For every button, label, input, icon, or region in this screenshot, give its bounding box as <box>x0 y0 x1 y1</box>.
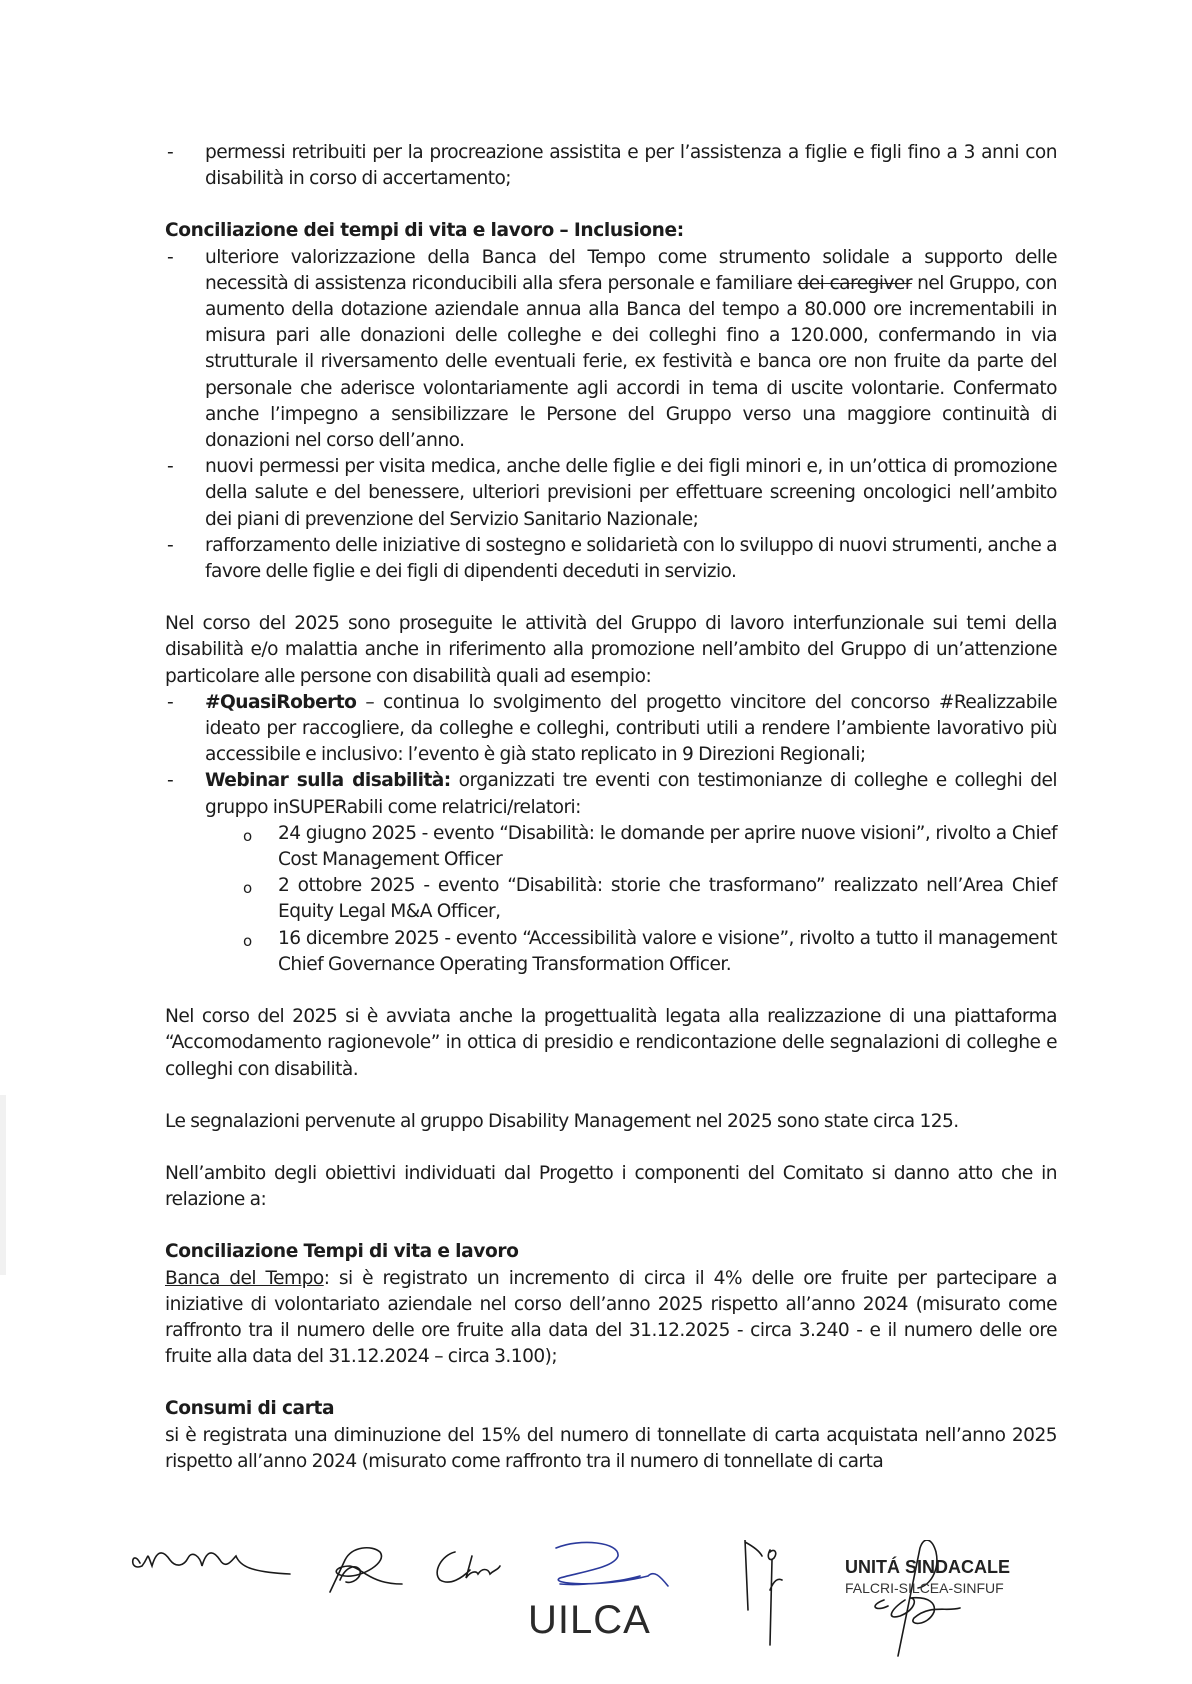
paragraph-gruppo-lavoro: Nel corso del 2025 sono proseguite le attività del Gruppo di lavoro interfunzionale sui temi della disabilità e/o malattia anche in riferimento alla promozione nell’ambito del Gruppo di un’attenzione particolare alle persone con disabilità quali ad esempio: <box>165 613 1057 687</box>
signature-initials <box>745 1540 782 1645</box>
webinar-event-giugno <box>165 821 1057 873</box>
bullet-text: organizzati tre eventi con testimonianze di colleghe e colleghi del gruppo inSUPERabili come relatrici/relatori: <box>205 770 1057 818</box>
signature-blue <box>556 1542 668 1586</box>
bullet-webinar <box>165 768 1057 820</box>
paragraph-segnalazioni: Le segnalazioni pervenute al gruppo Disability Management nel 2025 sono state circa 125. <box>165 1110 959 1132</box>
banca-del-tempo-text: : si è registrato un incremento di circa il 4% delle ore fruite per partecipare a iniziative di volontariato aziendale nel corso dell’anno 2025 rispetto all’anno 2024 (misurato come raffronto tra il numero delle ore fruite alla data del 31.12.2025 - circa 3.240 - e il numero delle ore fruite alla data del 31.12.2024 – circa 3.100); <box>165 1267 1057 1368</box>
dash-marker: - <box>167 534 174 556</box>
circle-bullet-icon: o <box>243 879 252 898</box>
bullet-text: nuovi permessi per visita medica, anche delle figlie e dei figli minori e, in un’ottica di promozione della salute e del benessere, ulteriori previsioni per effettuare screening oncologici nell’ambito dei piani di prevenzione del Servizio Sanitario Nazionale; <box>205 456 1057 530</box>
dash-marker: - <box>167 142 174 163</box>
signature-3 <box>437 1552 500 1582</box>
paragraph-banca-del-tempo <box>165 1266 1057 1371</box>
bullet-quasiroberto <box>165 690 1057 769</box>
dash-marker: - <box>167 770 174 792</box>
dash-marker: - <box>167 691 174 713</box>
paragraph-piattaforma: Nel corso del 2025 si è avviata anche la progettualità legata alla realizzazione di una piattaforma “Accomodamento ragionevole” in ottica di presidio e rendicontazione delle segnalazioni di colleghe e colleghi con disabilità. <box>165 1006 1057 1080</box>
unita-sindacale-stamp: UNITÁ SINDACALE <box>845 1557 1010 1577</box>
bullet-permessi-procreazione <box>165 140 1057 192</box>
bullet-text-b: nel Gruppo, con aumento della dotazione aziendale annua alla Banca del tempo a 80.000 ore incrementabili in misura pari alle donazioni delle colleghe e dei colleghi fino a 120.000, confermando in via strutturale il riversamento delle eventuali ferie, ex festività e banca ore non fruite da parte del personale che aderisce volontariamente agli accordi in tema di uscite volontarie. Confermato anche l’impegno a sensibilizzare le Persone del Gruppo verso una maggiore continuità di donazioni nel corso dell’anno. <box>205 272 1057 452</box>
bullet-banca-del-tempo <box>165 245 1057 455</box>
dash-marker: - <box>167 456 174 478</box>
bullet-bold-label: Webinar sulla disabilità: <box>205 770 451 792</box>
bullet-text: permessi retribuiti per la procreazione assistita e per l’assistenza a figlie e figli fino a 3 anni con disabilità in corso di accertamento; <box>205 142 1057 190</box>
circle-bullet-icon: o <box>243 931 252 950</box>
bullet-text-a: ulteriore valorizzazione della Banca del Tempo come strumento solidale a supporto delle necessità di assistenza riconducibili alla sfera personale e familiare <box>205 246 1057 294</box>
document-page <box>165 140 1057 1475</box>
heading-consumi-carta: Consumi di carta <box>165 1398 335 1420</box>
bullet-rafforzamento <box>165 533 1057 585</box>
signature-2 <box>330 1548 402 1592</box>
event-text: 2 ottobre 2025 - evento “Disabilità: storie che trasformano” realizzato nell’Area Chief Equity Legal M&A Officer, <box>278 875 1057 923</box>
bullet-permessi-visita-medica <box>165 454 1057 533</box>
circle-bullet-icon: o <box>243 826 252 845</box>
bullet-text: rafforzamento delle iniziative di sostegno e solidarietà con lo sviluppo di nuovi strumenti, anche a favore delle figlie e dei figli di dipendenti deceduti in servizio. <box>205 534 1057 583</box>
bullet-bold-label: #QuasiRoberto <box>205 691 357 713</box>
bullet-text: – continua lo svolgimento del progetto vincitore del concorso #Realizzabile ideato per raccogliere, da colleghe e colleghi, contributi utili a rendere l’ambiente lavorativo più accessibile e inclusivo: l’evento è già stato replicato in 9 Direzioni Regionali; <box>205 691 1057 766</box>
event-text: 16 dicembre 2025 - evento “Accessibilità valore e visione”, rivolto a tutto il management Chief Governance Operating Transformation Officer. <box>278 927 1057 975</box>
falcri-stamp: FALCRI-SILCEA-SINFUF <box>845 1580 1004 1596</box>
signature-1 <box>133 1553 290 1574</box>
paragraph-comitato: Nell’ambito degli obiettivi individuati dal Progetto i componenti del Comitato si danno atto che in relazione a: <box>165 1162 1057 1211</box>
scan-edge-shadow <box>0 1095 6 1275</box>
webinar-event-dicembre <box>165 926 1057 978</box>
heading-conciliazione-tempi: Conciliazione Tempi di vita e lavoro <box>165 1241 519 1263</box>
struck-text: dei caregiver <box>797 272 912 294</box>
heading-conciliazione-inclusione: Conciliazione dei tempi di vita e lavoro – Inclusione: <box>165 220 684 242</box>
paragraph-consumi-carta: si è registrata una diminuzione del 15% del numero di tonnellate di carta acquistata nell’anno 2025 rispetto all’anno 2024 (misurato come raffronto tra il numero di tonnellate di carta <box>165 1424 1057 1472</box>
banca-del-tempo-label: Banca del Tempo <box>165 1267 324 1289</box>
webinar-event-ottobre <box>165 873 1057 925</box>
uilca-stamp: UILCA <box>528 1598 651 1642</box>
dash-marker: - <box>167 246 174 268</box>
event-text: 24 giugno 2025 - evento “Disabilità: le domande per aprire nuove visioni”, rivolto a Chief Cost Management Officer <box>278 822 1057 871</box>
